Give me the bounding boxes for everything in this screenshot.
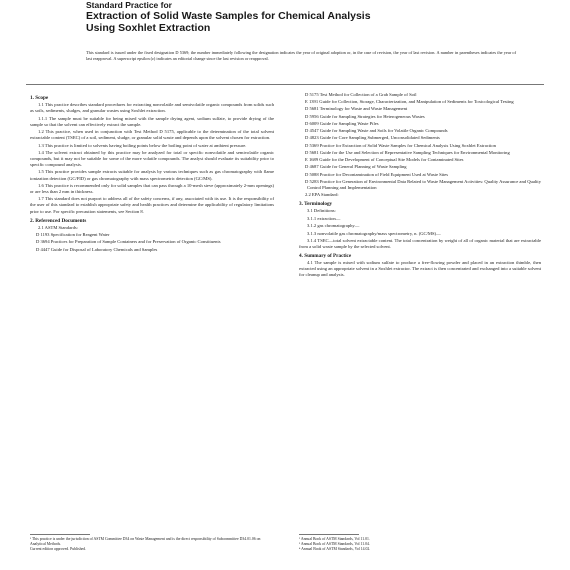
body-paragraph: 1.6 This practice is recommended only for solid samples that can pass through a 10-mesh sieve (approximately 2-mm openings) or are less than 2 mm in thickness.	[30, 182, 274, 194]
body-paragraph: 1.1.1 The sample must be suitable for being mixed with the sample drying agent, sodium sulfate, to provide drying of the sample so that the solvent can effectively extract the sample.	[30, 115, 274, 127]
reference-item: E 1391 Guide for Collection, Storage, Characterization, and Manipulation of Sediments for Toxicological Testing	[305, 99, 514, 105]
standard-notice: This standard is issued under the fixed designation D 5369; the number immediately following the designation indicates the year of original adoption or, in the case of revision, the year of last revision. A number in parentheses indicates the year of last reapproval. A superscript epsilon (ε) indicates an editorial change since the last revision or reapproval.	[86, 50, 516, 61]
body-paragraph: 4.1 The sample is mixed with sodium sulfate to produce a free-flowing powder and placed in an extraction thimble, then extracted using an appropriate solvent in a Soxhlet extractor. The extract is then concentrated and exchanged into a suitable solvent for cleanup and analysis.	[299, 260, 541, 278]
footnote-divider	[299, 534, 359, 535]
reference-item: D 1193 Specification for Reagent Water	[36, 232, 110, 238]
reference-item: D 5175 Test Method for Collection of a Grab Sample of Soil	[305, 92, 417, 97]
reference-item: D 5283 Practice for Generation of Environmental Data Related to Waste Management Activities: Quality Assurance and Quality Control Planning and Implementation	[305, 178, 541, 190]
footnotes-left	[30, 534, 274, 551]
reference-item: D 3694 Practices for Preparation of Sample Containers and for Preservation of Organic Constituents	[36, 239, 221, 245]
left-column	[30, 92, 274, 254]
body-paragraph: 1.1 This practice describes standard procedures for extracting nonvolatile and semivolatile organic compounds from solids such as soils, sediments, sludges, and granular wastes using Soxhlet extraction.	[30, 102, 274, 114]
body-paragraph: 1.2 This practice, when used in conjunction with Test Method D 5175, applicable to the determination of the total solvent extractable content (TSEC) of a soil, sediment, sludge, or granular solid waste and depends upon the solvent chosen for extraction.	[30, 129, 274, 141]
footnote: ³ Annual Book of ASTM Standards, Vol 11.04.	[299, 541, 370, 546]
reference-item: D 5956 Guide for Sampling Strategies for Heterogeneous Wastes	[305, 113, 425, 119]
document-header	[86, 0, 506, 34]
reference-item: E 1689 Guide for the Development of Conceptual Site Models for Contaminated Sites	[305, 157, 464, 163]
reference-item: D 5681 Terminology for Waste and Waste Management	[305, 106, 408, 112]
body-paragraph: 3.1.3 nonvolatile gas chromatography/mass spectrometry, n. (GC/MS)—	[307, 230, 441, 236]
footnote: Current edition approved. Published.	[30, 546, 86, 551]
reference-item: D 6009 Guide for Sampling Waste Piles	[305, 120, 379, 126]
footnotes-right	[299, 534, 541, 551]
body-paragraph: 3.1 Definitions:	[307, 208, 336, 214]
footnote: ² Annual Book of ASTM Standards, Vol 11.01.	[299, 537, 370, 541]
reference-item: D 5681 Guide for the Use and Selection of Representative Sampling Techniques for Environmental Monitoring	[305, 149, 510, 155]
reference-item: D 5369 Practice for Extraction of Solid Waste Samples for Chemical Analysis Using Soxhlet Extraction	[305, 142, 496, 148]
document-title-line-1: Extraction of Solid Waste Samples for Chemical Analysis	[86, 10, 371, 22]
reference-item: 2.2 EPA Standard:	[305, 192, 339, 198]
footnote-divider	[30, 534, 90, 535]
section-heading: 2. Referenced Documents	[30, 217, 87, 224]
body-paragraph: 1.7 This standard does not purport to address all of the safety concerns, if any, associated with its use. It is the responsibility of the user of this standard to establish appropriate safety and health practices and determine the applicability of regulatory limitations prior to use. For specific precaution statements, see Section 8.	[30, 196, 274, 214]
reference-item: D 4687 Guide for General Planning of Waste Sampling	[305, 164, 407, 170]
body-paragraph: 1.3 This practice is limited to solvents having boiling points below the boiling point of water at ambient pressure.	[38, 142, 247, 148]
body-paragraph: 3.1.4 TSEC—total solvent extractable content. The total concentration by weight of all of organic material that are extractable from a solid waste sample by the selected solvent.	[299, 237, 541, 249]
reference-item: D 5088 Practice for Decontamination of Field Equipment Used at Waste Sites	[305, 171, 449, 177]
right-column	[299, 92, 541, 280]
footnote: ⁴ Annual Book of ASTM Standards, Vol 14.02.	[299, 546, 371, 551]
body-paragraph: 3.1.2 gas chromatography—	[307, 223, 360, 229]
footnote: ¹ This practice is under the jurisdiction of ASTM Committee D34 on Waste Management and is the direct responsibility of Subcommittee D34.01.06 on Analytical Methods.	[30, 537, 261, 546]
reference-item: D 4823 Guide for Core Sampling Submerged, Unconsolidated Sediments	[305, 135, 440, 141]
reference-item: D 4547 Guide for Sampling Waste and Soils for Volatile Organic Compounds	[305, 128, 448, 134]
body-paragraph: 2.1 ASTM Standards:	[38, 224, 78, 230]
section-heading: 4. Summary of Practice	[299, 253, 352, 260]
standard-designation: Standard Practice for	[86, 0, 172, 10]
reference-item: D 4447 Guide for Disposal of Laboratory Chemicals and Samples	[36, 246, 158, 252]
body-paragraph: 3.1.1 extraction—	[307, 215, 341, 221]
header-divider	[26, 84, 544, 85]
document-title-line-2: Using Soxhlet Extraction	[86, 22, 211, 34]
section-heading: 1. Scope	[30, 95, 49, 101]
body-paragraph: 1.4 The solvent extract obtained by this practice may be analyzed for total or specific nonvolatile and semivolatile organic compounds, but it may not be suitable for some of the more volatile compounds. The analyst should evaluate its suitability prior to specific compound analysis.	[30, 149, 274, 168]
body-paragraph: 1.5 This practice provides sample extracts suitable for analysis by various techniques such as gas chromatography with flame ionization detection (GC/FID) or gas chromatography with mass spectrometric detection (GC/MS).	[30, 169, 274, 181]
section-heading: 3. Terminology	[299, 201, 333, 208]
